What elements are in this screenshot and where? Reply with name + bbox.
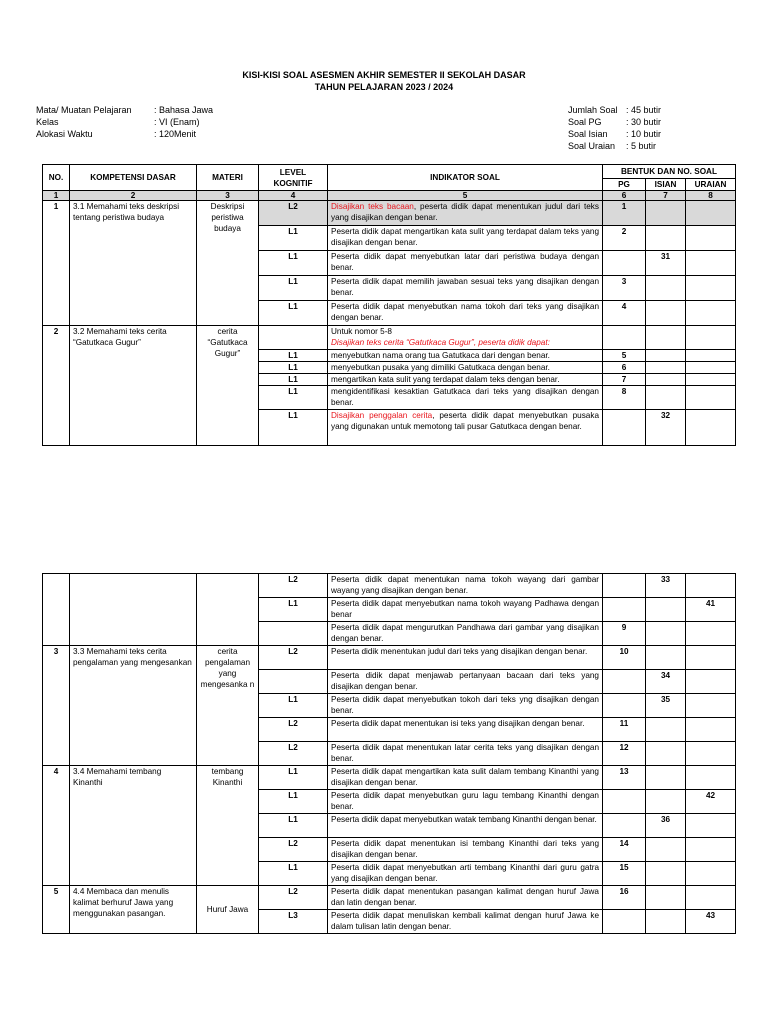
soal-pg: 14 <box>603 838 646 862</box>
info-value: : 30 butir <box>626 117 662 127</box>
indikator-soal: Peserta didik dapat menyebutkan nama tokoh dari teks yang disajikan dengan benar. <box>328 301 603 326</box>
row-number: 4 <box>43 766 70 886</box>
materi: cerita “Gatutkaca Gugur” <box>197 326 259 446</box>
info-row <box>568 128 661 140</box>
level-kognitif: L1 <box>259 301 328 326</box>
col-header-indikator: INDIKATOR SOAL <box>328 165 603 191</box>
soal-uraian <box>686 201 736 226</box>
info-label: Soal PG <box>568 117 602 127</box>
soal-isian: 34 <box>646 670 686 694</box>
indikator-soal: Peserta didik dapat mengartikan kata sulit yang terdapat dalam teks yang disajikan dengan benar. <box>328 226 603 251</box>
soal-pg <box>603 814 646 838</box>
level-kognitif: L2 <box>259 646 328 670</box>
info-label: Alokasi Waktu <box>36 129 93 139</box>
info-value: : 120Menit <box>154 129 197 139</box>
table-row <box>43 886 736 910</box>
table-row <box>43 646 736 670</box>
soal-uraian: 43 <box>686 910 736 934</box>
soal-uraian <box>686 276 736 301</box>
row-number: 5 <box>43 886 70 934</box>
info-value: : 5 butir <box>626 141 657 151</box>
column-number: 7 <box>646 191 686 201</box>
soal-uraian <box>686 646 736 670</box>
soal-uraian <box>686 622 736 646</box>
level-kognitif: L1 <box>259 814 328 838</box>
level-kognitif: L1 <box>259 598 328 622</box>
soal-isian: 31 <box>646 251 686 276</box>
soal-uraian <box>686 350 736 362</box>
soal-uraian <box>686 814 736 838</box>
soal-isian <box>646 718 686 742</box>
indikator-soal: mengidentifikasi kesaktian Gatutkaca dari teks yang disajikan dengan benar. <box>328 386 603 410</box>
soal-isian <box>646 838 686 862</box>
column-number-row <box>43 191 736 201</box>
col-header-uraian: URAIAN <box>686 179 736 191</box>
soal-uraian <box>686 766 736 790</box>
soal-isian <box>646 326 686 350</box>
level-kognitif: L2 <box>259 838 328 862</box>
soal-pg: 1 <box>603 201 646 226</box>
indikator-soal: Peserta didik dapat menentukan isi teks yang disajikan dengan benar. <box>328 718 603 742</box>
level-kognitif <box>259 670 328 694</box>
column-number: 3 <box>197 191 259 201</box>
soal-isian <box>646 598 686 622</box>
indikator-soal: menyebutkan pusaka yang dimiliki Gatutkaca dengan benar. <box>328 362 603 374</box>
materi: tembang Kinanthi <box>197 766 259 886</box>
indikator-soal: Peserta didik dapat menentukan isi tembang Kinanthi dari teks yang disajikan dengan benar. <box>328 838 603 862</box>
info-label: Soal Isian <box>568 129 608 139</box>
soal-isian <box>646 646 686 670</box>
level-kognitif: L1 <box>259 386 328 410</box>
soal-isian <box>646 276 686 301</box>
soal-isian <box>646 622 686 646</box>
soal-pg: 11 <box>603 718 646 742</box>
info-label: Soal Uraian <box>568 141 616 151</box>
indikator-soal: Peserta didik dapat menyebutkan latar dari peristiwa budaya dengan benar. <box>328 251 603 276</box>
soal-uraian <box>686 301 736 326</box>
soal-pg <box>603 790 646 814</box>
soal-isian <box>646 301 686 326</box>
col-header-bentuk: BENTUK DAN NO. SOAL <box>603 165 736 179</box>
soal-isian <box>646 201 686 226</box>
soal-pg: 6 <box>603 362 646 374</box>
soal-uraian <box>686 386 736 410</box>
level-kognitif: L3 <box>259 910 328 934</box>
soal-pg <box>603 574 646 598</box>
grid-table-page1 <box>42 164 736 446</box>
soal-pg: 5 <box>603 350 646 362</box>
grid-table-page2 <box>42 573 736 934</box>
table-row <box>43 574 736 598</box>
soal-isian: 36 <box>646 814 686 838</box>
soal-uraian <box>686 326 736 350</box>
col-header-kd: KOMPETENSI DASAR <box>70 165 197 191</box>
indikator-soal: Peserta didik dapat menyebutkan tokoh dari teks yng disajikan dengan benar. <box>328 694 603 718</box>
document-subtitle: TAHUN PELAJARAN 2023 / 2024 <box>314 82 454 92</box>
column-number: 1 <box>43 191 70 201</box>
indikator-soal: Peserta didik dapat menyebutkan watak tembang Kinanthi dengan benar. <box>328 814 603 838</box>
soal-uraian <box>686 362 736 374</box>
table-row <box>43 326 736 350</box>
info-row <box>568 140 661 152</box>
col-header-no: NO. <box>43 165 70 191</box>
indikator-soal <box>328 201 603 226</box>
level-kognitif: L2 <box>259 718 328 742</box>
info-label: Mata/ Muatan Pelajaran <box>36 105 132 115</box>
soal-pg: 9 <box>603 622 646 646</box>
soal-uraian <box>686 694 736 718</box>
materi: Deskripsi peristiwa budaya <box>197 201 259 326</box>
soal-uraian <box>686 718 736 742</box>
soal-pg: 4 <box>603 301 646 326</box>
table-row <box>43 766 736 790</box>
kompetensi-dasar: 3.4 Memahami tembang Kinanthi <box>70 766 197 886</box>
indikator-highlight: Disajikan teks bacaan <box>331 202 414 211</box>
level-kognitif: L1 <box>259 374 328 386</box>
col-header-pg: PG <box>603 179 646 191</box>
soal-isian <box>646 790 686 814</box>
soal-pg: 2 <box>603 226 646 251</box>
document-title: KISI-KISI SOAL ASESMEN AKHIR SEMESTER II SEKOLAH DASAR <box>242 70 526 80</box>
info-label: Jumlah Soal <box>568 105 618 115</box>
level-kognitif: L1 <box>259 350 328 362</box>
soal-isian: 35 <box>646 694 686 718</box>
info-label: Kelas <box>36 117 59 127</box>
soal-pg <box>603 326 646 350</box>
indikator-text: , peserta didik dapat menyebutkan pusaka yang digunakan untuk memotong tali pusar Gatutkaca dengan benar. <box>331 411 599 431</box>
column-number: 2 <box>70 191 197 201</box>
kompetensi-dasar: 4.4 Membaca dan menulis kalimat berhuruf Jawa yang menggunakan pasangan. <box>70 886 197 934</box>
intro-text: Untuk nomor 5-8 <box>331 327 392 336</box>
indikator-soal: Peserta didik dapat menyebutkan nama tokoh wayang Padhawa dengan benar <box>328 598 603 622</box>
level-kognitif: L1 <box>259 276 328 301</box>
indikator-soal: Peserta didik dapat menentukan latar cerita teks yang disajikan dengan benar. <box>328 742 603 766</box>
soal-pg <box>603 598 646 622</box>
indikator-soal: Peserta didik dapat mengartikan kata sulit dalam tembang Kinanthi yang disajikan dengan benar. <box>328 766 603 790</box>
column-number: 5 <box>328 191 603 201</box>
level-kognitif: L1 <box>259 251 328 276</box>
soal-isian <box>646 386 686 410</box>
col-header-isian: ISIAN <box>646 179 686 191</box>
soal-uraian <box>686 862 736 886</box>
soal-isian <box>646 766 686 790</box>
level-kognitif: L1 <box>259 790 328 814</box>
soal-pg: 7 <box>603 374 646 386</box>
soal-isian <box>646 350 686 362</box>
kompetensi-dasar: 3.3 Memahami teks cerita pengalaman yang mengesankan <box>70 646 197 766</box>
column-number: 4 <box>259 191 328 201</box>
materi <box>197 574 259 646</box>
indikator-soal: mengartikan kata sulit yang terdapat dalam teks dengan benar. <box>328 374 603 386</box>
soal-pg <box>603 251 646 276</box>
materi: Huruf Jawa <box>197 886 259 934</box>
soal-isian <box>646 742 686 766</box>
info-row <box>36 116 213 128</box>
column-number: 8 <box>686 191 736 201</box>
soal-uraian <box>686 374 736 386</box>
materi: cerita pengalaman yang mengesanka n <box>197 646 259 766</box>
indikator-soal: Peserta didik dapat menentukan nama tokoh wayang dari gambar wayang yang disajikan dengan benar. <box>328 574 603 598</box>
level-kognitif: L1 <box>259 226 328 251</box>
soal-uraian <box>686 838 736 862</box>
info-value: : 10 butir <box>626 129 662 139</box>
soal-isian <box>646 886 686 910</box>
soal-uraian <box>686 886 736 910</box>
soal-pg: 13 <box>603 766 646 790</box>
indikator-intro <box>328 326 603 350</box>
indikator-highlight: Disajikan penggalan cerita <box>331 411 433 420</box>
soal-pg <box>603 410 646 446</box>
row-number: 1 <box>43 201 70 326</box>
indikator-soal: menyebutkan nama orang tua Gatutkaca dari dengan benar. <box>328 350 603 362</box>
indikator-soal: Peserta didik dapat mengurutkan Pandhawa dari gambar yang disajikan dengan benar. <box>328 622 603 646</box>
level-kognitif: L2 <box>259 574 328 598</box>
intro-highlight: Disajikan teks cerita “Gatutkaca Gugur”, peserta didik dapat: <box>331 338 550 347</box>
row-number: 2 <box>43 326 70 446</box>
indikator-text: , peserta didik dapat menentukan judul dari teks yang disajikan dengan benar. <box>331 202 599 222</box>
row-number: 3 <box>43 646 70 766</box>
soal-uraian <box>686 742 736 766</box>
column-number: 6 <box>603 191 646 201</box>
soal-uraian <box>686 410 736 446</box>
soal-isian <box>646 226 686 251</box>
level-kognitif <box>259 622 328 646</box>
level-kognitif: L1 <box>259 694 328 718</box>
table-row <box>43 201 736 226</box>
level-kognitif: L2 <box>259 742 328 766</box>
info-row <box>568 116 661 128</box>
soal-pg: 3 <box>603 276 646 301</box>
indikator-soal: Peserta didik dapat memilih jawaban sesuai teks yang disajikan dengan benar. <box>328 276 603 301</box>
indikator-soal: Peserta didik dapat menyebutkan guru lagu tembang Kinanthi dengan benar. <box>328 790 603 814</box>
kompetensi-dasar <box>70 574 197 646</box>
soal-isian: 32 <box>646 410 686 446</box>
indikator-soal <box>328 410 603 446</box>
soal-pg: 8 <box>603 386 646 410</box>
soal-pg <box>603 670 646 694</box>
indikator-soal: Peserta didik dapat menuliskan kembali kalimat dengan huruf Jawa ke dalam tulisan latin dengan benar. <box>328 910 603 934</box>
info-right <box>568 104 661 152</box>
soal-uraian: 42 <box>686 790 736 814</box>
indikator-soal: Peserta didik menentukan judul dari teks yang disajikan dengan benar. <box>328 646 603 670</box>
col-header-materi: MATERI <box>197 165 259 191</box>
info-row <box>36 128 213 140</box>
soal-pg: 10 <box>603 646 646 670</box>
soal-isian <box>646 362 686 374</box>
indikator-soal: Peserta didik dapat menentukan pasangan kalimat dengan huruf Jawa dan latin dengan benar. <box>328 886 603 910</box>
level-kognitif: L2 <box>259 886 328 910</box>
level-kognitif: L1 <box>259 766 328 790</box>
info-row <box>568 104 661 116</box>
indikator-soal: Peserta didik dapat menyebutkan arti tembang Kinanthi dari guru gatra yang disajikan dengan benar. <box>328 862 603 886</box>
soal-uraian <box>686 226 736 251</box>
soal-uraian: 41 <box>686 598 736 622</box>
soal-pg: 16 <box>603 886 646 910</box>
info-left <box>36 104 213 140</box>
soal-uraian <box>686 251 736 276</box>
soal-pg: 12 <box>603 742 646 766</box>
level-kognitif <box>259 326 328 350</box>
soal-pg <box>603 694 646 718</box>
kompetensi-dasar: 3.2 Memahami teks cerita “Gatutkaca Gugur” <box>70 326 197 446</box>
kompetensi-dasar: 3.1 Memahami teks deskripsi tentang peristiwa budaya <box>70 201 197 326</box>
soal-isian <box>646 374 686 386</box>
level-kognitif: L2 <box>259 201 328 226</box>
info-value: : Bahasa Jawa <box>154 105 214 115</box>
info-row <box>36 104 213 116</box>
soal-isian <box>646 910 686 934</box>
level-kognitif: L1 <box>259 862 328 886</box>
level-kognitif: L1 <box>259 362 328 374</box>
info-value: : 45 butir <box>626 105 662 115</box>
soal-pg <box>603 910 646 934</box>
level-kognitif: L1 <box>259 410 328 446</box>
soal-uraian <box>686 670 736 694</box>
info-value: : VI (Enam) <box>154 117 200 127</box>
indikator-soal: Peserta didik dapat menjawab pertanyaan bacaan dari teks yang disajikan dengan benar. <box>328 670 603 694</box>
row-number <box>43 574 70 646</box>
soal-isian: 33 <box>646 574 686 598</box>
soal-isian <box>646 862 686 886</box>
soal-uraian <box>686 574 736 598</box>
soal-pg: 15 <box>603 862 646 886</box>
col-header-level: LEVEL KOGNITIF <box>259 165 328 191</box>
